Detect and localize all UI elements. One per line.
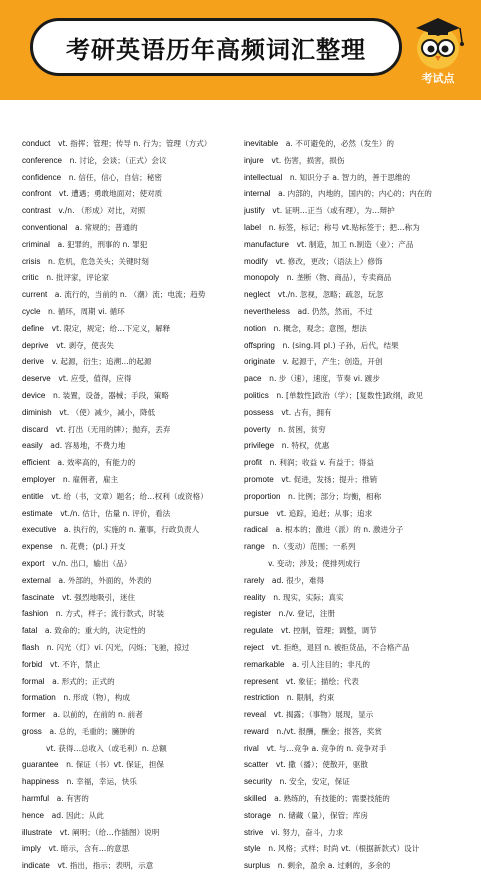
vocab-entry [22,606,232,623]
vocab-entry [22,354,232,371]
vocab-definition: vt. 打出（无用的牌）；抛弃，丢弃 [55,424,171,434]
vocab-word: scatter [244,760,269,770]
vocab-definition: vt. 遭遇；勇敢地面对；使对质 [58,189,163,199]
vocab-entry [244,506,466,523]
vocab-definition: n. [单数性]政治（学）；[复数性]政纲，政见 [276,390,424,400]
vocab-entry [244,237,466,254]
vocab-definition: n.（变动）范围；一系列 [272,542,356,552]
vocab-entry [22,136,232,153]
vocab-word: guarantee [22,760,59,770]
vocab-definition: n. 现实，实际；真实 [273,592,344,602]
vocab-definition: vt. 获得…总收入（或毛利）n. 总额 [46,743,167,753]
vocab-definition: ad. 很少，难得 [271,575,325,585]
vocab-word: injure [244,155,264,165]
vocab-word: justify [244,206,265,216]
owl-mascot-icon [406,14,470,70]
vocab-word: diminish [22,407,52,417]
vocab-entry [244,153,466,170]
vocab-word: conference [22,155,63,165]
vocab-definition: n. 垄断（物、商品），专卖商品 [286,273,392,283]
vocab-word: hence [22,810,45,820]
vocab-definition: vt. 促进，发扬；提升；推销 [281,474,378,484]
vocab-definition: vt. 拒绝，退回 n. 被拒货品，不合格产品 [271,642,410,652]
vocab-definition: a. 不可避免的，必然（发生）的 [285,139,394,148]
vocab-word: modify [244,256,268,266]
vocab-definition: v./n. 出口，输出（品） [52,558,132,568]
vocab-word: range [244,542,265,552]
vocab-definition: a. 执行的，实施的 n. 董事，行政负责人 [63,525,200,535]
vocab-entry [22,623,232,640]
vocab-entry [22,657,232,674]
vocab-word: export [22,558,45,568]
vocab-entry [244,690,466,707]
vocab-definition: n./vt. 报酬，酬金；报答，奖赏 [276,726,382,736]
vocab-definition: vt. 与…竞争 a. 竞争的 n. 竞争对手 [266,743,387,753]
vocab-definition: n./v. 登记，注册 [278,609,336,619]
vocab-word: crisis [22,256,41,266]
vocab-word: gross [22,726,42,736]
vocab-word: deserve [22,374,51,384]
vocab-word: remarkable [244,659,285,669]
vocab-definition: vt. 占有，拥有 [281,407,332,417]
vocab-definition: vt. 撒（播）；使散开，驱散 [275,760,368,770]
vocab-entry [244,623,466,640]
vocab-definition: n. (sing.同 pl.) 子孙，后代，结果 [282,340,399,350]
vocab-definition: a. 内部的，内地的，国内的；内心的；内在的 [278,189,432,199]
vocab-definition: vt. 指出，指示；表明，示意 [57,861,154,871]
vocab-definition: a. 有害的 [56,794,89,804]
vocab-definition: v. 起源，衍生；追溯…的起源 [51,357,152,367]
vocab-definition: n. 闪光（灯）vi. 闪光，闪烁；飞驰，掠过 [46,642,190,652]
vocab-word: politics [244,390,269,400]
vocab-word: rival [244,743,259,753]
vocab-definition: n. 风格；式样；时尚 vt.（根据新款式）设计 [268,844,420,854]
vocab-entry [22,757,232,774]
vocab-entry [22,254,232,271]
vocab-word: strive [244,827,264,837]
vocab-definition: n. 循环，周期 vi. 循环 [48,306,125,316]
vocab-word: promote [244,474,274,484]
vocab-entry [244,791,466,808]
vocab-entry [244,606,466,623]
vocab-word: notion [244,323,267,333]
vocab-definition: a. 形式的；正式的 [52,676,115,686]
vocab-definition: n. 储藏（量），保管；库房 [278,810,368,820]
vocab-definition: v. 变动；涉及；使排列成行 [268,558,361,568]
vocab-entry [22,371,232,388]
vocab-word: flash [22,642,40,652]
vocab-entry [244,472,466,489]
vocab-word: internal [244,189,271,199]
vocab-entry [244,741,466,758]
vocab-entry [22,203,232,220]
vocab-entry [22,186,232,203]
vocab-entry [22,237,232,254]
vocab-entry [22,153,232,170]
vocab-definition: ad. 仍然，然而，不过 [297,306,373,316]
vocab-entry [244,841,466,858]
vocab-word: reward [244,726,269,736]
vocab-definition: vt. 揭露；（事物）展现，显示 [273,710,374,720]
vocab-entry [244,170,466,187]
vocab-definition: n. 限制，约束 [286,693,335,703]
vocab-entry [22,438,232,455]
vocab-word: conduct [22,139,51,148]
page-title: 考研英语历年高频词汇整理 [66,35,366,64]
vocab-entry [244,825,466,842]
vocab-word: discard [22,424,49,434]
vocab-entry [22,825,232,842]
vocab-word: external [22,575,51,585]
vocab-word: confidence [22,172,62,182]
vocab-word: derive [22,357,45,367]
vocab-entry [244,539,466,556]
vocab-definition: a. 外部的，外面的，外表的 [58,575,152,585]
vocab-entry [244,438,466,455]
vocab-entry [244,858,466,875]
vocab-word: critic [22,273,39,283]
vocab-definition: vt. 证明…正当（或有理），为…辩护 [272,206,395,216]
vocab-definition: a. 流行的，当前的 n. （潮）流；电流；趋势 [54,290,206,300]
vocab-entry [22,388,232,405]
vocab-definition: vt. 制造，加工 n.制造（业）；产品 [296,239,414,249]
vocab-definition: vt. 暗示，含有…的意思 [48,844,130,854]
vocab-entry [244,522,466,539]
vocab-entry [22,808,232,825]
vocab-entry [22,774,232,791]
vocab-entry [22,472,232,489]
vocab-entry [22,522,232,539]
title-box [30,18,402,76]
vocab-entry [22,556,232,573]
vocab-entry [244,422,466,439]
vocab-entry [244,489,466,506]
vocab-word: formation [22,693,56,703]
vocab-definition: vt. （使）减少，减小，降低 [59,407,156,417]
vocab-word: illustrate [22,827,53,837]
vocab-definition: a. 致命的；重大的，决定性的 [44,626,146,636]
vocab-word: define [22,323,45,333]
vocab-word: proportion [244,491,281,501]
vocab-word: profit [244,458,262,468]
vocab-word: nevertheless [244,306,290,316]
vocab-word: happiness [22,777,59,787]
vocab-entry [22,841,232,858]
vocab-definition: vi. 努力，奋斗，力求 [270,827,344,837]
vocab-definition: vt. 给（书，文章）题名；给…权利（或资格） [51,491,208,501]
vocab-definition: vt./n. 估计，估量 n. 评价，看法 [60,508,171,518]
vocab-entry [22,506,232,523]
vocab-definition: vt. 象征；描绘；代表 [285,676,359,686]
logo-text: 考试点 [421,72,455,85]
vocab-entry [22,321,232,338]
vocab-entry [22,640,232,657]
vocab-definition: n. 利润；收益 v. 有益于；得益 [269,458,374,468]
vocab-definition: a. 引人注目的；非凡的 [292,659,370,669]
vocab-definition: n. 剩余，盈余 a. 过剩的，多余的 [277,861,391,871]
vocab-word: criminal [22,239,50,249]
vocab-entry [244,455,466,472]
vocab-entry [244,220,466,237]
left-column [22,136,232,875]
vocab-entry [22,422,232,439]
vocab-definition: vt. 追踪，追赶；从事；追求 [276,508,373,518]
vocab-definition: n. 方式，样子；流行款式，时装 [55,609,165,619]
vocab-definition: n. 讨论，会谈；（正式）会议 [69,155,167,165]
vocab-entry [244,674,466,691]
vocab-word: deprive [22,340,49,350]
vocab-definition: n. 雇佣者，雇主 [62,474,119,484]
vocab-word: surplus [244,861,271,871]
vocab-definition: vt. 控制，管理；调整，调节 [280,626,377,636]
vocab-word: restriction [244,693,280,703]
vocab-entry [244,573,466,590]
vocab-entry [22,489,232,506]
vocab-definition: n. 保证（书）vt. 保证，担保 [66,760,164,770]
vocab-word: employer [22,474,56,484]
vocab-word: skilled [244,794,267,804]
vocab-word: device [22,390,46,400]
vocab-word: reject [244,642,264,652]
vocab-entry [244,556,466,573]
vocab-word: rarely [244,575,265,585]
vocab-entry [22,674,232,691]
vocab-definition: vt. 伤害，损害，损伤 [271,155,345,165]
vocab-word: efficient [22,458,50,468]
vocab-definition: n. 贫困，贫穷 [278,424,326,434]
vocab-definition: vt. 修改，更改；（语法上）修饰 [275,256,383,266]
vocab-word: reality [244,592,266,602]
vocab-word: security [244,777,272,787]
vocab-entry [244,590,466,607]
vocab-word: indicate [22,861,50,871]
vocab-definition: n. 安全，安定，保证 [279,777,350,787]
vocab-entry [22,724,232,741]
vocab-definition: n. 花费；(pl.) 开支 [60,542,126,552]
vocab-definition: v. 起源于，产生；创造，开创 [282,357,383,367]
vocab-definition: vt. 剥夺，使丧失 [56,340,115,350]
vocab-definition: vt. 指挥；管理；传导 n. 行为；管理（方式） [57,139,212,148]
vocab-word: imply [22,844,41,854]
vocab-entry [244,757,466,774]
vocab-entry [244,321,466,338]
vocab-word: fascinate [22,592,55,602]
vocab-entry [244,270,466,287]
vocab-entry [22,690,232,707]
vocab-word: storage [244,810,271,820]
vocab-definition: n. 概念，观念；意图，想法 [273,323,367,333]
vocab-definition: a. 常规的；普通的 [75,222,138,232]
vocab-word: fashion [22,609,49,619]
vocab-word: reveal [244,710,267,720]
vocab-entry [244,338,466,355]
vocab-entry [244,707,466,724]
vocab-word: current [22,290,48,300]
vocabulary-list [22,136,462,871]
vocab-definition: a. 熟练的，有技能的；需要技能的 [274,794,390,804]
vocab-word: former [22,710,46,720]
vocab-entry [22,170,232,187]
vocab-word: register [244,609,271,619]
vocab-entry [22,220,232,237]
vocab-word: entitle [22,491,44,501]
vocab-definition: n. 步（速），速度，节奏 vi. 踱步 [269,374,380,384]
vocab-word: originate [244,357,276,367]
vocab-definition: vt. 应受，值得，应得 [58,374,132,384]
right-column [244,136,466,875]
vocab-word: represent [244,676,279,686]
vocab-word: expense [22,542,53,552]
vocab-entry [22,455,232,472]
vocab-word: confront [22,189,52,199]
vocab-definition: a. 总的，毛重的；臃肿的 [49,726,135,736]
vocab-word: estimate [22,508,53,518]
vocab-word: pace [244,374,262,384]
vocab-definition: n. 特权，优惠 [281,441,330,451]
vocab-word: regulate [244,626,274,636]
vocab-entry [22,791,232,808]
vocab-entry [22,858,232,875]
vocab-definition: vt. 限定，规定；给…下定义，解释 [51,323,171,333]
vocab-definition: n. 形成（物），构成 [63,693,130,703]
vocab-word: offspring [244,340,275,350]
logo [406,14,470,88]
vocab-word: conventional [22,222,68,232]
vocab-definition: v./n. （形成）对比，对照 [58,206,146,216]
vocab-definition: a. 效率高的，有能力的 [57,458,136,468]
vocab-entry [22,304,232,321]
vocab-entry [22,405,232,422]
vocab-definition: vt. 不许，禁止 [49,659,101,669]
vocab-definition: vt. 强烈地吸引，迷住 [62,592,136,602]
vocab-definition: n. 幸福，幸运，快乐 [66,777,137,787]
vocab-definition: a. 犯罪的，刑事的 n. 罪犯 [57,239,148,249]
vocab-definition: ad. 因此；从此 [51,810,104,820]
vocab-word: privilege [244,441,275,451]
vocab-word: forbid [22,659,43,669]
vocab-entry [244,304,466,321]
vocab-entry [244,774,466,791]
vocab-word: intellectual [244,172,283,182]
vocab-entry [244,136,466,153]
vocab-entry [244,354,466,371]
vocab-definition: n. 批评家，评论家 [46,273,110,283]
vocab-word: radical [244,525,268,535]
vocab-word: inevitable [244,139,279,148]
vocab-entry [244,405,466,422]
vocab-entry [244,640,466,657]
vocab-entry [22,338,232,355]
vocab-definition: n. 标签，标记；称号 vt.贴标签于；把…称为 [268,222,420,232]
vocab-definition: n. 知识分子 a. 智力的，善于思维的 [289,172,411,182]
vocab-entry [244,371,466,388]
vocab-word: easily [22,441,43,451]
vocab-definition: a. 根本的；激进（派）的 n. 激进分子 [275,525,404,535]
vocab-entry [22,707,232,724]
vocab-definition: n. 装置，设备，器械；手段，策略 [53,390,169,400]
vocab-entry [244,186,466,203]
vocab-definition: a. 以前的，在前的 n. 前者 [52,710,143,720]
vocab-entry [244,203,466,220]
vocab-entry [22,539,232,556]
vocab-entry [22,287,232,304]
vocab-definition: vt./n. 忽视，忽略；疏忽，玩忽 [277,290,384,300]
vocab-word: possess [244,407,274,417]
vocab-word: label [244,222,262,232]
vocab-definition: n. 比例；部分；均衡，相称 [288,491,382,501]
vocab-definition: n. 危机，危急关头；关键时刻 [48,256,149,266]
vocab-word: manufacture [244,239,289,249]
vocab-definition: ad. 容易地，不费力地 [50,441,126,451]
vocab-word: poverty [244,424,271,434]
vocab-entry [22,741,232,758]
vocab-entry [22,590,232,607]
vocab-word: neglect [244,290,271,300]
vocab-definition: n. 信任，信心，自信；秘密 [68,172,162,182]
vocab-entry [244,724,466,741]
vocab-word: formal [22,676,45,686]
vocab-entry [22,270,232,287]
vocab-entry [244,254,466,271]
vocab-entry [244,657,466,674]
vocab-word: monopoly [244,273,280,283]
vocab-word: fatal [22,626,38,636]
vocab-entry [244,388,466,405]
vocab-entry [244,287,466,304]
vocab-word: contrast [22,206,51,216]
vocab-word: executive [22,525,57,535]
vocab-entry [244,808,466,825]
header-banner [0,0,481,100]
vocab-word: harmful [22,794,49,804]
vocab-entry [22,573,232,590]
vocab-word: style [244,844,261,854]
vocab-definition: vt. 阐明；（给…作插图）说明 [59,827,160,837]
vocab-word: cycle [22,306,41,316]
vocab-word: pursue [244,508,269,518]
